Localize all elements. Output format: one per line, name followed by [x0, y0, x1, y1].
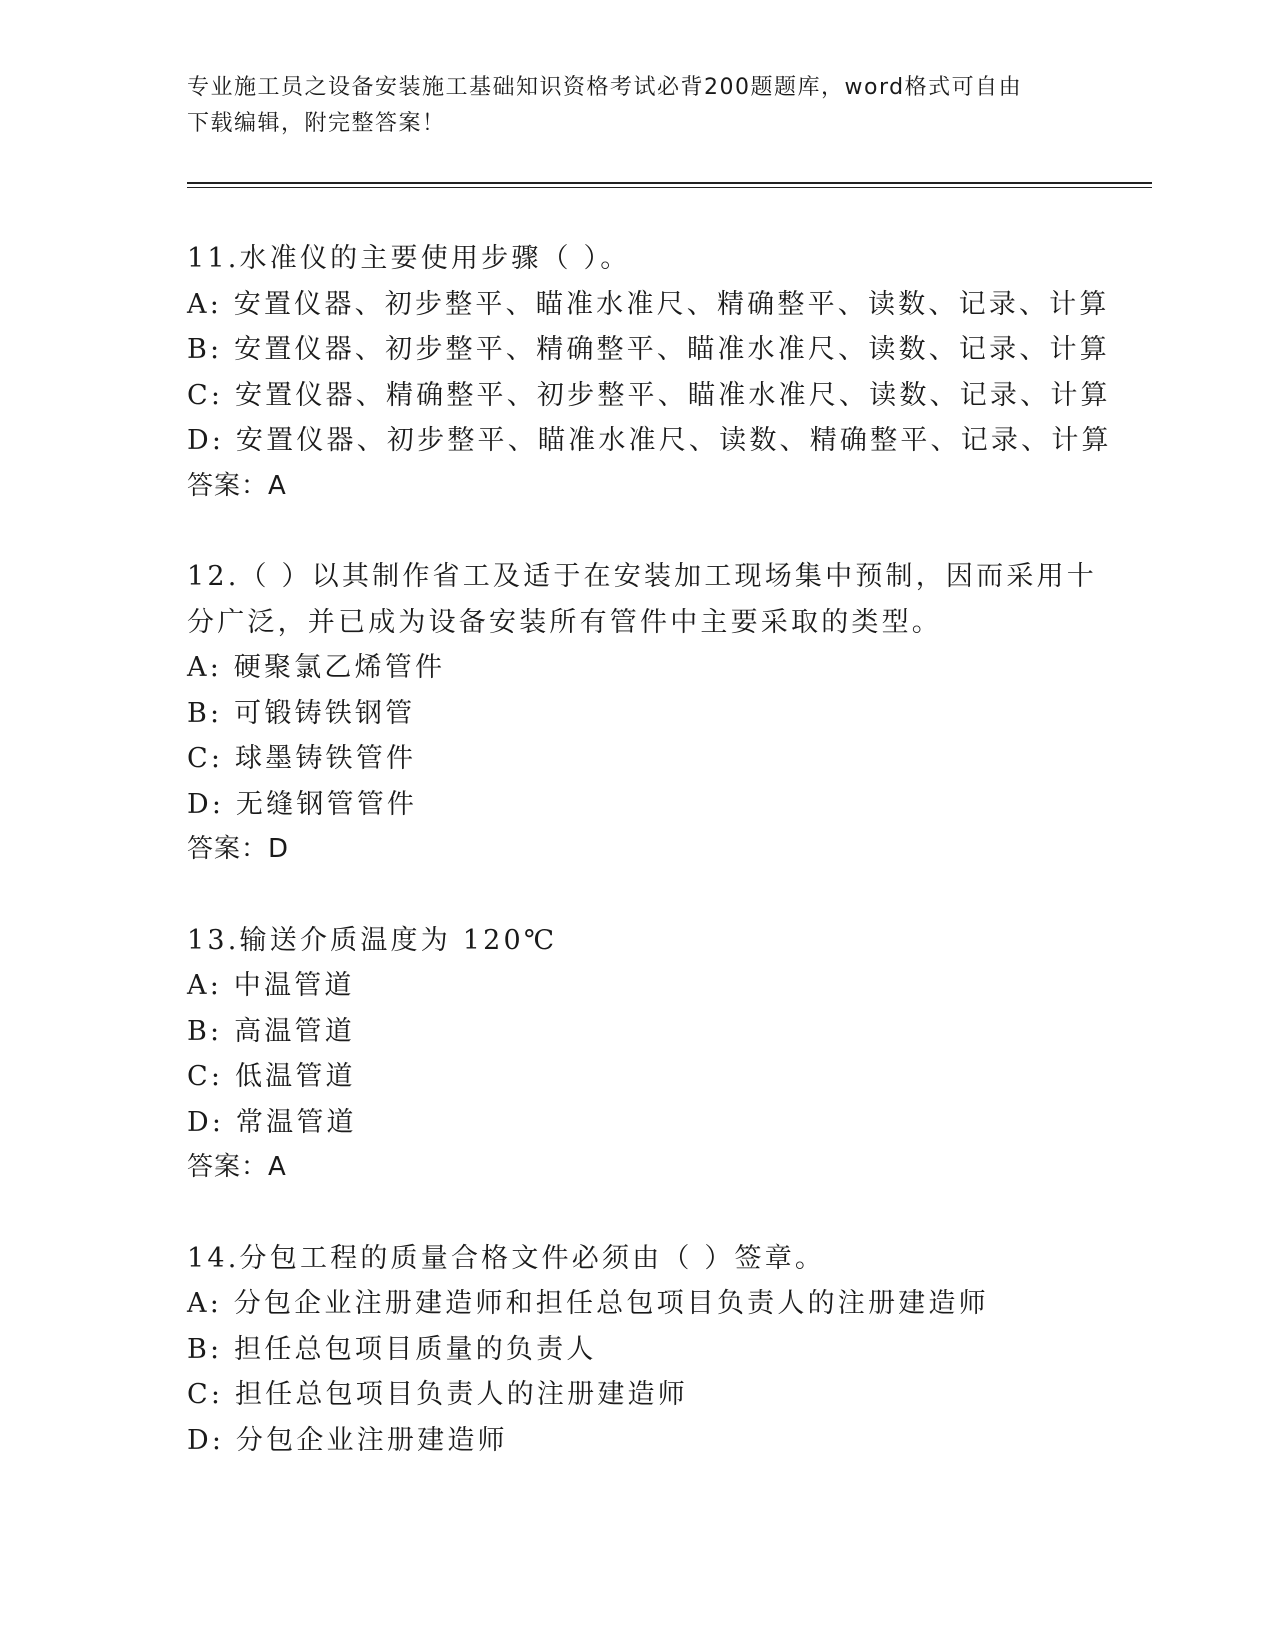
option-d: D: 分包企业注册建造师 [187, 1424, 508, 1456]
question-stem: 13.输送介质温度为 120℃ [187, 924, 558, 956]
answer: 答案：D [187, 834, 290, 864]
answer: 答案：A [187, 470, 287, 501]
option-c: C: 低温管道 [187, 1061, 356, 1092]
option-c: C: 安置仪器、精确整平、初步整平、瞄准水准尺、读数、记录、计算 [187, 379, 1111, 411]
question-13 [187, 918, 1152, 1191]
option-b: B: 担任总包项目质量的负责人 [187, 1333, 597, 1365]
option-b: B: 安置仪器、初步整平、精确整平、瞄准水准尺、读数、记录、计算 [187, 334, 1110, 365]
document-page [187, 70, 1152, 1463]
option-d: D: 安置仪器、初步整平、瞄准水准尺、读数、精确整平、记录、计算 [187, 425, 1112, 456]
answer: 答案：A [187, 1152, 287, 1182]
question-stem: 11.水准仪的主要使用步骤（ ）。 [187, 243, 631, 274]
header-line-1: 专业施工员之设备安装施工基础知识资格考试必背200题题库，word格式可自由 [187, 75, 1023, 100]
question-stem-line-2: 分广泛，并已成为设备安装所有管件中主要采取的类型。 [187, 606, 942, 638]
option-b: B: 高温管道 [187, 1015, 355, 1047]
option-a: A: 中温管道 [187, 970, 355, 1001]
question-12 [187, 554, 1152, 873]
option-a: A: 安置仪器、初步整平、瞄准水准尺、精确整平、读数、记录、计算 [187, 288, 1110, 320]
header-line-2: 下载编辑，附完整答案！ [187, 111, 446, 136]
question-stem: 14.分包工程的质量合格文件必须由（ ）签章。 [187, 1242, 826, 1274]
option-a: A: 硬聚氯乙烯管件 [187, 652, 446, 683]
option-a: A: 分包企业注册建造师和担任总包项目负责人的注册建造师 [187, 1288, 989, 1319]
option-b: B: 可锻铸铁钢管 [187, 697, 416, 729]
question-14 [187, 1236, 1152, 1464]
header-divider [187, 182, 1152, 188]
question-11 [187, 236, 1152, 509]
document-header [187, 70, 1152, 142]
option-d: D: 常温管道 [187, 1106, 357, 1138]
option-c: C: 担任总包项目负责人的注册建造师 [187, 1379, 688, 1410]
option-d: D: 无缝钢管管件 [187, 788, 418, 820]
question-stem-line-1: 12.（ ）以其制作省工及适于在安装加工现场集中预制，因而采用十 [187, 561, 1097, 592]
option-c: C: 球墨铸铁管件 [187, 743, 417, 774]
